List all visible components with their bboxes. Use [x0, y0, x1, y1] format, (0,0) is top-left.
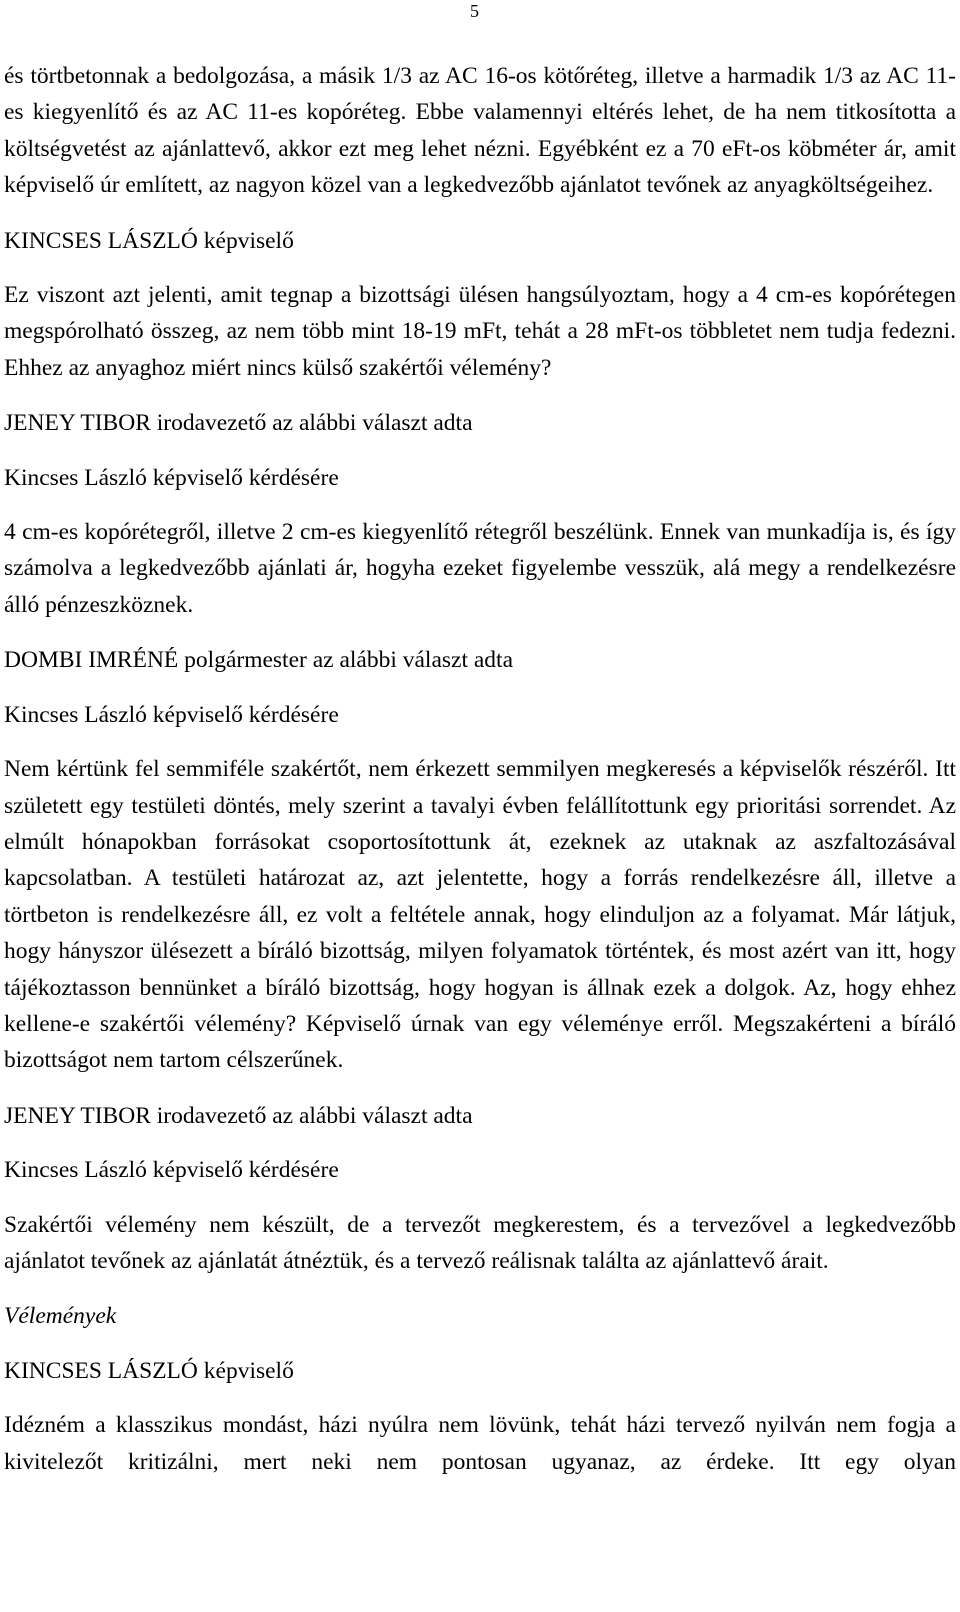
speaker-line: JENEY TIBOR irodavezető az alábbi választ adta — [4, 1102, 473, 1129]
paragraph: Nem kértünk fel semmiféle szakértőt, nem érkezett semmilyen megkeresés a képviselők részéről. Itt született egy testületi döntés, mely szerint a tavalyi évben felállítottunk egy prioritási sorrendet. Az elmúlt hónapokban forrásokat csoportosítottunk át, ezeknek az utaknak az aszfaltozásával kapcsolatban. A testületi határozat az, azt jelentette, hogy a forrás rendelkezésre áll, illetve a törtbeton is rendelkezésre áll, ez volt a feltétele annak, hogy elinduljon az a folyamat. Már látjuk, hogy hányszor ülésezett a bíráló bizottság, milyen folyamatok történtek, és most azért van itt, hogy tájékoztasson bennünket a bíráló bizottság, hogy hogyan is állnak ezek a dolgok. Az, hogy ehhez kellene-e szakértői vélemény? Képviselő úrnak van egy véleménye erről. Megszakérteni a bíráló bizottságot nem tartom célszerűnek. — [4, 756, 956, 1074]
speaker-line: JENEY TIBOR irodavezető az alábbi választ adta — [4, 410, 473, 437]
document-body — [4, 58, 956, 1499]
speaker-line: DOMBI IMRÉNÉ polgármester az alábbi választ adta — [4, 647, 514, 674]
page-number: 5 — [470, 1, 479, 21]
question-reference: Kincses László képviselő kérdésére — [4, 464, 339, 491]
speaker-line: KINCSES LÁSZLÓ képviselő — [4, 1357, 294, 1384]
paragraph: és törtbetonnak a bedolgozása, a másik 1/3 az AC 16-os kötőréteg, illetve a harmadik 1/3 az AC 11-es kiegyenlítő és az AC 11-es kopóréteg. Ebbe valamennyi eltérés lehet, de ha nem titkosította a költségvetést az ajánlattevő, akkor ezt meg lehet nézni. Egyébként ez a 70 eFt-os köbméter ár, amit képviselő úr említett, az nagyon közel van a legkedvezőbb ajánlatot tevőnek az anyagköltségeihez. — [4, 63, 956, 199]
speaker-line: KINCSES LÁSZLÓ képviselő — [4, 227, 294, 254]
paragraph: Idézném a klasszikus mondást, házi nyúlra nem lövünk, tehát házi tervező nyilván nem fogja a kivitelezőt kritizálni, mert neki nem pontosan ugyanaz, az érdeke. Itt egy olyan — [4, 1412, 956, 1475]
paragraph: 4 cm-es kopórétegről, illetve 2 cm-es kiegyenlítő rétegről beszélünk. Ennek van munkadíja is, és így számolva a legkedvezőbb ajánlati ár, hogyha ezeket figyelembe vesszük, alá megy a rendelkezésre álló pénzeszköznek. — [4, 519, 956, 618]
paragraph: Szakértői vélemény nem készült, de a tervezőt megkerestem, és a tervezővel a legkedvezőbb ajánlatot tevőnek az ajánlatát átnéztük, és a tervező reálisnak találta az ajánlattevő árait. — [4, 1211, 956, 1274]
paragraph: Ez viszont azt jelenti, amit tegnap a bizottsági ülésen hangsúlyoztam, hogy a 4 cm-es kopórétegen megspórolható összeg, az nem több mint 18-19 mFt, tehát a 28 mFt-os többletet nem tudja fedezni. Ehhez az anyaghoz miért nincs külső szakértői vélemény? — [4, 282, 956, 381]
section-heading: Vélemények — [4, 1303, 117, 1330]
question-reference: Kincses László képviselő kérdésére — [4, 701, 339, 728]
question-reference: Kincses László képviselő kérdésére — [4, 1157, 339, 1184]
